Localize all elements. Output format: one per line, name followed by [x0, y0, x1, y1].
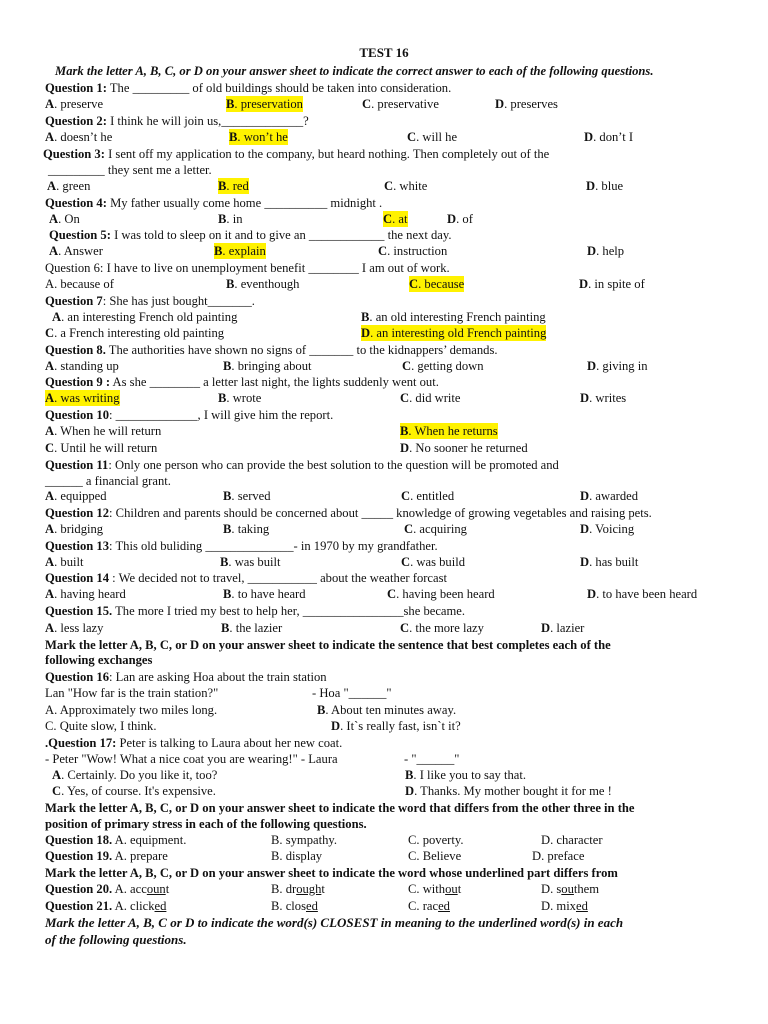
q1-option-c[interactable]: C. preservative — [362, 97, 439, 111]
question-20: Question 20. A. account — [45, 882, 170, 896]
q12-option-a[interactable]: A. bridging — [45, 522, 104, 536]
q17-dialogue-laura: - "______" — [404, 752, 460, 766]
q16-dialogue-hoa: - Hoa "______" — [312, 686, 392, 700]
question-14: Question 14 : We decided not to travel, ___________ about the weather forcast — [45, 571, 448, 585]
q13-option-b[interactable]: B. was built — [220, 555, 281, 569]
instruction-2-cont: following exchanges — [45, 653, 153, 667]
q15-option-d[interactable]: D. lazier — [541, 621, 585, 635]
q3-option-c[interactable]: C. white — [384, 179, 428, 193]
q4-option-c[interactable]: C. at — [383, 212, 408, 226]
q2-option-b[interactable]: B. won’t he — [229, 130, 288, 144]
q21-option-d[interactable]: D. mixed — [541, 899, 588, 913]
q17-option-c[interactable]: C. Yes, of course. It's expensive. — [52, 784, 216, 798]
question-8: Question 8. The authorities have shown no signs of _______ to the kidnappers’ demands. — [45, 343, 498, 357]
q8-option-c[interactable]: C. getting down — [402, 359, 484, 373]
q15-option-c[interactable]: C. the more lazy — [400, 621, 484, 635]
q14-option-b[interactable]: B. to have heard — [223, 587, 306, 601]
instruction-5-cont: of the following questions. — [45, 932, 187, 947]
q19-option-d[interactable]: D. preface — [532, 849, 585, 863]
q16-option-b[interactable]: B. About ten minutes away. — [317, 703, 457, 717]
q18-option-c[interactable]: C. poverty. — [408, 833, 464, 847]
question-3-cont: _________ they sent me a letter. — [48, 163, 212, 177]
q4-option-d[interactable]: D. of — [447, 212, 473, 226]
q1-option-b[interactable]: B. preservation — [226, 97, 303, 111]
q8-option-a[interactable]: A. standing up — [45, 359, 119, 373]
instruction-4: Mark the letter A, B, C, or D on your answer sheet to indicate the word whose underlined part differs from — [45, 866, 618, 880]
q13-option-c[interactable]: C. was build — [401, 555, 466, 569]
q18-option-d[interactable]: D. character — [541, 833, 603, 847]
q20-option-b[interactable]: B. drought — [271, 882, 325, 896]
q16-option-c[interactable]: C. Quite slow, I think. — [45, 719, 157, 733]
q14-option-c[interactable]: C. having been heard — [387, 587, 495, 601]
q16-option-d[interactable]: D. It`s really fast, isn`t it? — [331, 719, 461, 733]
q6-option-c[interactable]: C. because — [409, 277, 465, 291]
q16-dialogue-lan: Lan "How far is the train station?" — [45, 686, 219, 700]
q20-option-d[interactable]: D. southem — [541, 882, 600, 896]
question-18: Question 18. A. equipment. — [45, 833, 187, 847]
q11-option-d[interactable]: D. awarded — [580, 489, 639, 503]
q6-option-d[interactable]: D. in spite of — [579, 277, 645, 291]
q1-option-a[interactable]: A. preserve — [45, 97, 104, 111]
question-16: Question 16: Lan are asking Hoa about the train station — [45, 670, 327, 684]
question-17: .Question 17: Peter is talking to Laura about her new coat. — [45, 736, 343, 750]
instruction-3-cont: position of primary stress in each of the following questions. — [45, 817, 367, 831]
q1-option-d[interactable]: D. preserves — [495, 97, 558, 111]
q9-option-b[interactable]: B. wrote — [218, 391, 262, 405]
q11-option-a[interactable]: A. equipped — [45, 489, 107, 503]
q4-option-b[interactable]: B. in — [218, 212, 243, 226]
question-21: Question 21. A. clicked — [45, 899, 167, 913]
q21-option-c[interactable]: C. raced — [408, 899, 450, 913]
q15-option-b[interactable]: B. the lazier — [221, 621, 283, 635]
question-13: Question 13: This old buliding ______________- in 1970 by my grandfather. — [45, 539, 438, 553]
question-11-cont: ______ a financial grant. — [45, 474, 171, 488]
q18-option-b[interactable]: B. sympathy. — [271, 833, 337, 847]
question-11: Question 11: Only one person who can provide the best solution to the question will be promoted and — [45, 458, 559, 472]
q2-option-c[interactable]: C. will he — [407, 130, 458, 144]
question-15: Question 15. The more I tried my best to help her, ________________she became. — [45, 604, 466, 618]
q19-option-b[interactable]: B. display — [271, 849, 323, 863]
q14-option-a[interactable]: A. having heard — [45, 587, 126, 601]
q3-option-d[interactable]: D. blue — [586, 179, 624, 193]
q12-option-b[interactable]: B. taking — [223, 522, 270, 536]
question-7: Question 7: She has just bought_______. — [45, 294, 255, 308]
q7-option-b[interactable]: B. an old interesting French painting — [361, 310, 546, 324]
q8-option-d[interactable]: D. giving in — [587, 359, 648, 373]
q9-option-c[interactable]: C. did write — [400, 391, 461, 405]
q17-option-b[interactable]: B. I like you to say that. — [405, 768, 527, 782]
q11-option-c[interactable]: C. entitled — [401, 489, 455, 503]
question-19: Question 19. A. prepare — [45, 849, 168, 863]
q17-dialogue-peter: - Peter "Wow! What a nice coat you are wearing!" - Laura — [45, 752, 338, 766]
question-4: Question 4: My father usually come home __________ midnight . — [45, 196, 383, 210]
q16-option-a[interactable]: A. Approximately two miles long. — [45, 703, 218, 717]
q5-option-b[interactable]: B. explain — [214, 244, 266, 258]
q7-option-a[interactable]: A. an interesting French old painting — [52, 310, 238, 324]
instruction-5: Mark the letter A, B, C or D to indicate the word(s) CLOSEST in meaning to the underlined word(s) in each — [45, 915, 624, 930]
q3-option-a[interactable]: A. green — [47, 179, 91, 193]
q4-option-a[interactable]: A. On — [49, 212, 80, 226]
q11-option-b[interactable]: B. served — [223, 489, 271, 503]
q3-option-b[interactable]: B. red — [218, 179, 249, 193]
question-12: Question 12: Children and parents should be concerned about _____ knowledge of growing vegetables and raising pets. — [45, 506, 652, 520]
question-10: Question 10: _____________, I will give him the report. — [45, 408, 334, 422]
q12-option-d[interactable]: D. Voicing — [580, 522, 635, 536]
q14-option-d[interactable]: D. to have been heard — [587, 587, 698, 601]
q2-option-d[interactable]: D. don’t I — [584, 130, 634, 144]
q17-option-a[interactable]: A. Certainly. Do you like it, too? — [52, 768, 218, 782]
question-5: Question 5: I was told to sleep on it and to give an ____________ the next day. — [49, 228, 452, 242]
q10-option-b[interactable]: B. When he returns — [400, 424, 498, 438]
question-9: Question 9 : As she ________ a letter last night, the lights suddenly went out. — [45, 375, 439, 389]
q17-option-d[interactable]: D. Thanks. My mother bought it for me ! — [405, 784, 612, 798]
test-title: TEST 16 — [359, 45, 409, 60]
question-3: Question 3: I sent off my application to the company, but heard nothing. Then completely out of the — [43, 147, 550, 161]
q5-option-d[interactable]: D. help — [587, 244, 625, 258]
question-1: Question 1: The _________ of old buildings should be taken into consideration. — [45, 81, 452, 95]
q5-option-a[interactable]: A. Answer — [49, 244, 103, 258]
instruction-1: Mark the letter A, B, C, or D on your answer sheet to indicate the correct answer to each of the following questions. — [55, 64, 654, 78]
q21-option-b[interactable]: B. closed — [271, 899, 318, 913]
q13-option-a[interactable]: A. built — [45, 555, 84, 569]
q2-option-a[interactable]: A. doesn’t he — [45, 130, 113, 144]
q10-option-d[interactable]: D. No sooner he returned — [400, 441, 528, 455]
q20-option-c[interactable]: C. without — [408, 882, 462, 896]
q6-option-a[interactable]: A. because of — [45, 277, 114, 291]
q8-option-b[interactable]: B. bringing about — [223, 359, 312, 373]
q19-option-c[interactable]: C. Believe — [408, 849, 462, 863]
q9-option-a[interactable]: A. was writing — [45, 391, 120, 405]
q5-option-c[interactable]: C. instruction — [378, 244, 448, 258]
q6-option-b[interactable]: B. eventhough — [226, 277, 300, 291]
q7-option-d[interactable]: D. an interesting old French painting — [361, 326, 547, 340]
question-2: Question 2: I think he will join us,_____________? — [45, 114, 309, 128]
instruction-2: Mark the letter A, B, C, or D on your answer sheet to indicate the sentence that best completes each of the — [45, 638, 611, 652]
q9-option-d[interactable]: D. writes — [580, 391, 627, 405]
q12-option-c[interactable]: C. acquiring — [404, 522, 467, 536]
question-6: Question 6: I have to live on unemployment benefit ________ I am out of work. — [45, 261, 450, 275]
q10-option-c[interactable]: C. Until he will return — [45, 441, 158, 455]
q13-option-d[interactable]: D. has built — [580, 555, 639, 569]
q7-option-c[interactable]: C. a French interesting old painting — [45, 326, 225, 340]
q10-option-a[interactable]: A. When he will return — [45, 424, 162, 438]
q15-option-a[interactable]: A. less lazy — [45, 621, 104, 635]
instruction-3: Mark the letter A, B, C, or D on your answer sheet to indicate the word that differs from the other three in the — [45, 801, 635, 815]
